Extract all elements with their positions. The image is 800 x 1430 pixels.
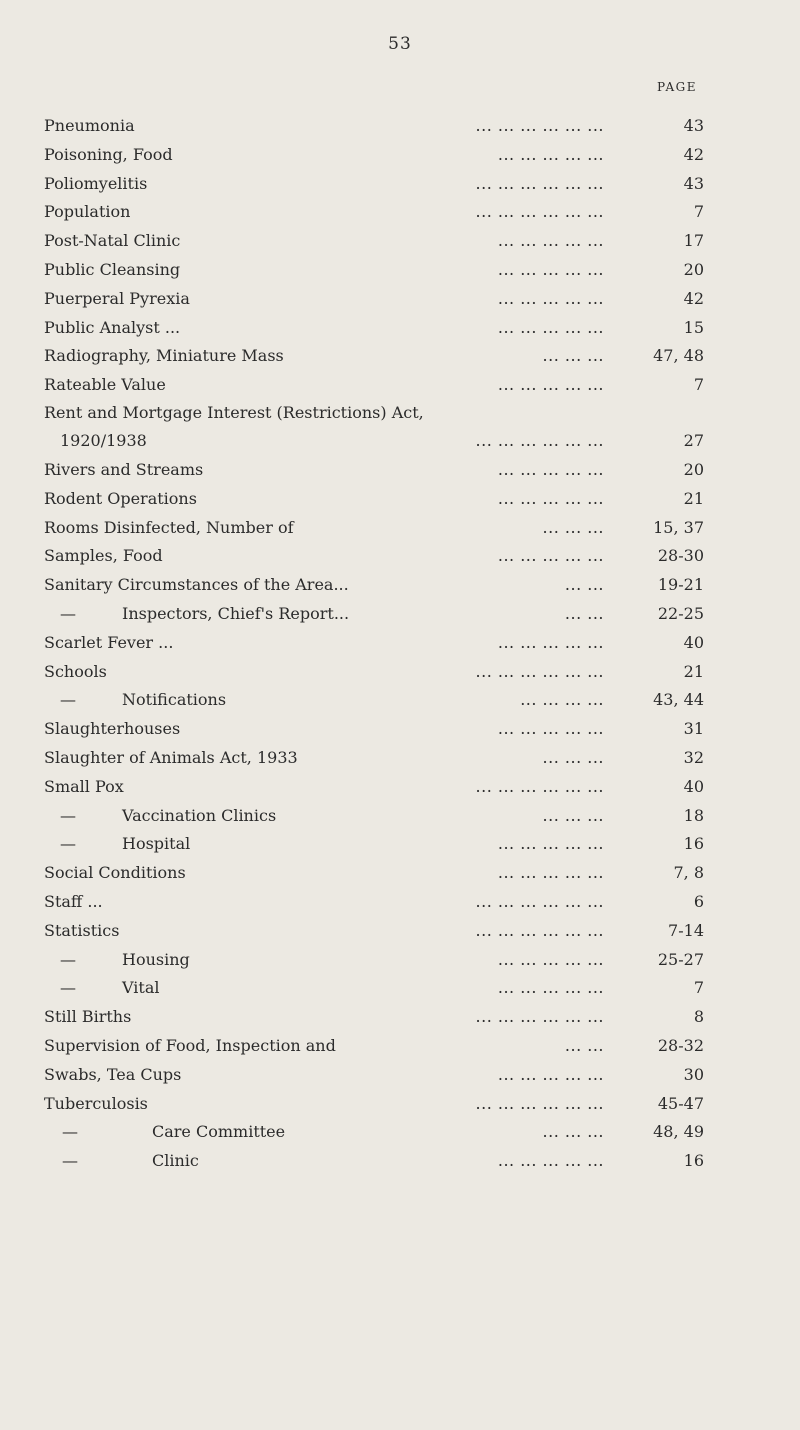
entry-term: Post-Natal Clinic [44,231,181,251]
dot-leader: ... ... ... [542,805,604,825]
index-entry [44,400,704,425]
entry-page: 16 [683,834,704,854]
index-entry-sub [44,1147,704,1176]
entry-page: 42 [683,144,704,164]
ditto-dash: — [60,690,76,710]
index-entry-sub [44,686,704,715]
index-entry [44,485,704,514]
index-entry-sub [44,974,704,1003]
dot-leader: ... ... [564,603,604,623]
index-entry [44,1032,704,1061]
entry-page: 28-30 [657,546,704,566]
index-entry [44,371,704,400]
entry-page: 7 [693,375,704,395]
entry-page: 18 [683,805,704,825]
entry-page: 45-47 [657,1093,704,1113]
entry-page: 48, 49 [653,1122,704,1142]
entry-page: 15, 37 [653,517,704,537]
entry-term: Small Pox [44,776,124,796]
index-entry [44,1061,704,1090]
entry-page: 17 [683,231,704,251]
dot-leader: ... ... ... [542,747,604,767]
entry-term: Still Births [44,1007,132,1027]
index-entry [44,571,704,600]
index-entry [44,425,704,456]
entry-page: 6 [693,891,704,911]
index-entry [44,285,704,314]
ditto-dash: — [60,805,76,825]
index-entry [44,198,704,227]
entry-page: 7 [693,202,704,222]
index-entry [44,227,704,256]
entry-term: Supervision of Food, Inspection and [44,1035,336,1055]
dot-leader: ... ... ... [542,1122,604,1142]
dot-leader: ... ... ... ... ... [497,949,604,969]
entry-term: Population [44,202,131,222]
dot-leader: ... ... ... ... ... [497,375,604,395]
dot-leader: ... ... ... ... ... [497,546,604,566]
entry-term-text: Care Committee [152,1122,286,1142]
entry-page: 42 [683,288,704,308]
entry-page: 8 [693,1007,704,1027]
dot-leader: ... ... ... ... ... ... [475,661,604,681]
entry-term: Social Conditions [44,863,186,883]
entry-page: 32 [683,747,704,767]
index-entry-sub [44,946,704,975]
entry-term-text: Inspectors, Chief's Report... [122,603,350,623]
entry-page: 21 [683,661,704,681]
entry-term: Sanitary Circumstances of the Area... [44,575,349,595]
entry-page: 43 [683,173,704,193]
entry-term-text: Hospital [122,834,191,854]
entry-term: Pneumonia [44,116,135,135]
dot-leader: ... ... ... ... ... [497,488,604,508]
index-entry [44,542,704,571]
index-entry [44,859,704,888]
index-entry [44,112,704,141]
entry-page: 20 [683,259,704,279]
ditto-dash: — [60,603,76,623]
entry-term: Schools [44,661,107,681]
entry-page: 43, 44 [653,690,704,710]
entry-page: 31 [683,719,704,739]
entry-term-text: Vital [122,978,160,998]
entry-term-text: Housing [122,949,190,969]
entry-term: Rodent Operations [44,488,197,508]
dot-leader: ... ... [564,575,604,595]
entry-term: Statistics [44,920,120,940]
dot-leader: ... ... ... ... ... [497,231,604,251]
index-entry [44,888,704,917]
index-entry [44,715,704,744]
entry-term: Rooms Disinfected, Number of [44,517,294,537]
index-entry [44,170,704,199]
entry-term: Radiography, Miniature Mass [44,346,284,366]
entry-term: 1920/1938 [60,430,147,450]
entry-term-text: Clinic [152,1151,199,1171]
index-entry [44,1003,704,1032]
entry-term: Rent and Mortgage Interest (Restrictions) Act, [44,402,424,422]
index-entry-sub [44,600,704,629]
entry-page: 28-32 [657,1035,704,1055]
entry-term-text: Vaccination Clinics [122,805,277,825]
entry-term: Slaughter of Animals Act, 1933 [44,747,298,767]
entry-page: 40 [683,776,704,796]
ditto-dash: — [60,834,76,854]
entry-page: 27 [683,430,704,450]
entry-page: 21 [683,488,704,508]
entry-page: 15 [683,317,704,337]
dot-leader: ... ... ... [542,346,604,366]
entry-term: Puerperal Pyrexia [44,288,190,308]
entry-page: 20 [683,459,704,479]
entry-term: Poliomyelitis [44,173,148,193]
page-column-heading: PAGE [657,80,697,94]
page-number: 53 [388,34,412,54]
dot-leader: ... ... ... ... ... ... [475,173,604,193]
dot-leader: ... ... ... ... ... [497,632,604,652]
dot-leader: ... ... ... ... [520,690,604,710]
entry-term: Poisoning, Food [44,144,173,164]
dot-leader: ... ... ... ... ... [497,863,604,883]
dot-leader: ... ... ... ... ... [497,719,604,739]
entry-page: 19-21 [657,575,704,595]
dot-leader: ... ... ... ... ... ... [475,920,604,940]
dot-leader: ... ... ... ... ... [497,288,604,308]
entry-term: Samples, Food [44,546,163,566]
index-entry [44,514,704,543]
entry-page: 16 [683,1151,704,1171]
dot-leader: ... ... ... ... ... ... [475,116,604,135]
entry-term: Swabs, Tea Cups [44,1064,182,1084]
entry-page: 40 [683,632,704,652]
dot-leader: ... ... ... ... ... [497,1064,604,1084]
dot-leader: ... ... [564,1035,604,1055]
ditto-dash: — [60,978,76,998]
entry-term: Tuberculosis [44,1093,148,1113]
entry-page: 30 [683,1064,704,1084]
entry-page: 22-25 [657,603,704,623]
dot-leader: ... ... ... ... ... ... [475,1093,604,1113]
index-entry-sub [44,1118,704,1147]
entry-term: Rivers and Streams [44,459,204,479]
index-entry [44,256,704,285]
dot-leader: ... ... ... ... ... [497,459,604,479]
index-entry [44,917,704,946]
entry-page: 7-14 [668,920,704,940]
dot-leader: ... ... ... ... ... [497,978,604,998]
index-entry [44,773,704,802]
dot-leader: ... ... ... [542,517,604,537]
index-entry-sub [44,802,704,831]
entry-term-text: Notifications [122,690,227,710]
dot-leader: ... ... ... ... ... [497,144,604,164]
entry-term: Rateable Value [44,375,166,395]
ditto-dash: — [62,1122,78,1142]
ditto-dash: — [62,1151,78,1171]
dot-leader: ... ... ... ... ... [497,259,604,279]
dot-leader: ... ... ... ... ... [497,834,604,854]
entry-page: 7, 8 [673,863,704,883]
index-entry [44,1090,704,1119]
entry-term: Public Analyst ... [44,317,181,337]
index-entry [44,141,704,170]
entry-page: 25-27 [657,949,704,969]
dot-leader: ... ... ... ... ... ... [475,1007,604,1027]
entry-page: 7 [693,978,704,998]
entry-term: Staff ... [44,891,103,911]
index-entries [44,112,704,1176]
index-entry [44,629,704,658]
index-entry [44,658,704,687]
dot-leader: ... ... ... ... ... [497,317,604,337]
index-entry [44,342,704,371]
dot-leader: ... ... ... ... ... ... [475,776,604,796]
entry-page: 47, 48 [653,346,704,366]
index-entry [44,456,704,485]
index-entry-sub [44,830,704,859]
dot-leader: ... ... ... ... ... ... [475,202,604,222]
index-entry [44,314,704,343]
entry-term: Slaughterhouses [44,719,181,739]
index-entry [44,744,704,773]
ditto-dash: — [60,949,76,969]
entry-page: 43 [683,116,704,135]
dot-leader: ... ... ... ... ... ... [475,891,604,911]
dot-leader: ... ... ... ... ... ... [475,430,604,450]
dot-leader: ... ... ... ... ... [497,1151,604,1171]
entry-term: Public Cleansing [44,259,181,279]
entry-term: Scarlet Fever ... [44,632,174,652]
